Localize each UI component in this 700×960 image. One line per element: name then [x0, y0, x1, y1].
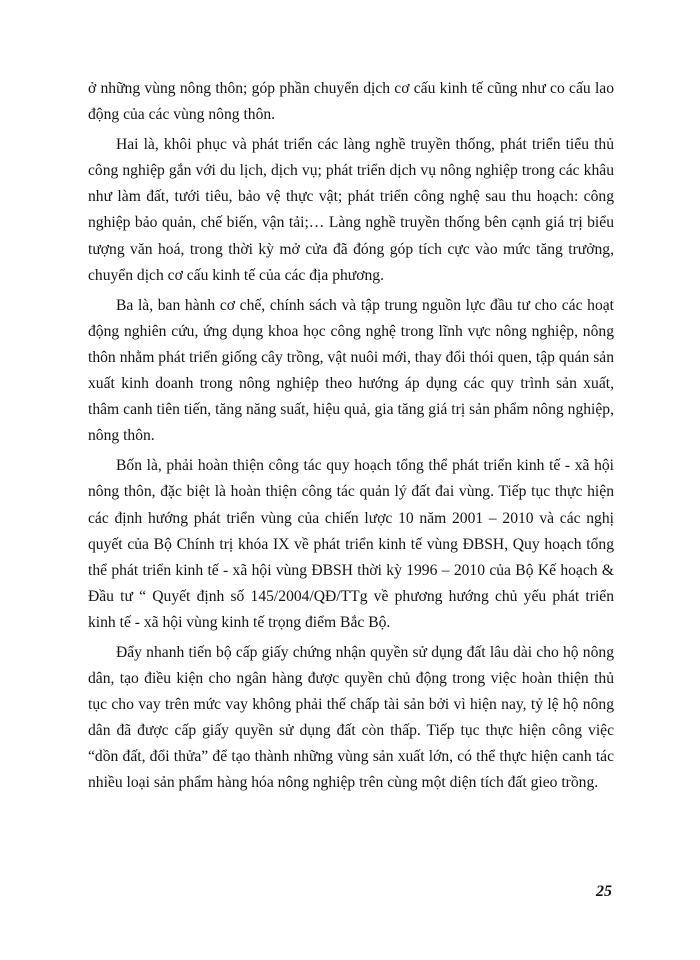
document-body — [88, 76, 614, 801]
page-number: 25 — [596, 883, 612, 900]
paragraph-ba-la: Ba là, ban hành cơ chế, chính sách và tập trung nguồn lực đầu tư cho các hoạt động nghiên cứu, ứng dụng khoa học công nghệ trong lĩnh vực nông nghiệp, nông thôn nhằm phát triển giống cây trồng, vật nuôi mới, thay đổi thói quen, tập quán sản xuất kinh doanh trong nông nghiệp theo hướng áp dụng các quy trình sản xuất, thâm canh tiên tiến, tăng năng suất, hiệu quả, gia tăng giá trị sản phẩm nông nghiệp, nông thôn. — [88, 296, 614, 445]
paragraph-hai-la: Hai là, khôi phục và phát triển các làng nghề truyền thống, phát triển tiểu thủ công nghiệp gắn với du lịch, dịch vụ; phát triển dịch vụ nông nghiệp trong các khâu như làm đất, tưới tiêu, bảo vệ thực vật; phát triển công nghệ sau thu hoạch: công nghiệp bảo quản, chế biến, vận tải;… Làng nghề truyền thống bên cạnh giá trị biểu tượng văn hoá, trong thời kỳ mở cửa đã đóng góp tích cực vào mức tăng trưởng, chuyển dịch cơ cấu kinh tế của các địa phương. — [88, 136, 614, 284]
paragraph-day-nhanh: Đẩy nhanh tiến bộ cấp giấy chứng nhận quyền sử dụng đất lâu dài cho hộ nông dân, tạo điều kiện cho ngân hàng được quyền chủ động trong việc hoàn thiện thủ tục cho vay trên mức vay không phải thế chấp tài sản bởi vì hiện nay, tỷ lệ hộ nông dân đã được cấp giấy quyền sử dụng đất còn thấp. Tiếp tục thực hiện công việc “dồn đất, đổi thửa” để tạo thành những vùng sản xuất lớn, có thể thực hiện canh tác nhiều loại sản phẩm hàng hóa nông nghiệp trên cùng một diện tích đất gieo trồng. — [88, 643, 614, 792]
paragraph-continuation: ở những vùng nông thôn; góp phần chuyển dịch cơ cấu kinh tế cũng như co cấu lao động của các vùng nông thôn. — [88, 80, 614, 124]
paragraph-bon-la: Bốn là, phải hoàn thiện công tác quy hoạch tổng thể phát triển kinh tế - xã hội nông thôn, đặc biệt là hoàn thiện công tác quản lý đất đai vùng. Tiếp tục thực hiện các định hướng phát triển vùng của chiến lược 10 năm 2001 – 2010 và các nghị quyết của Bộ Chính trị khóa IX về phát triển kinh tế vùng ĐBSH, Quy hoạch tổng thể phát triển kinh tế - xã hội vùng ĐBSH thời kỳ 1996 – 2010 của Bộ Kế hoạch & Đầu tư “ Quyết định số 145/2004/QĐ/TTg về phương hướng chủ yếu phát triển kinh tế - xã hội vùng kinh tế trọng điểm Bắc Bộ. — [88, 457, 614, 631]
